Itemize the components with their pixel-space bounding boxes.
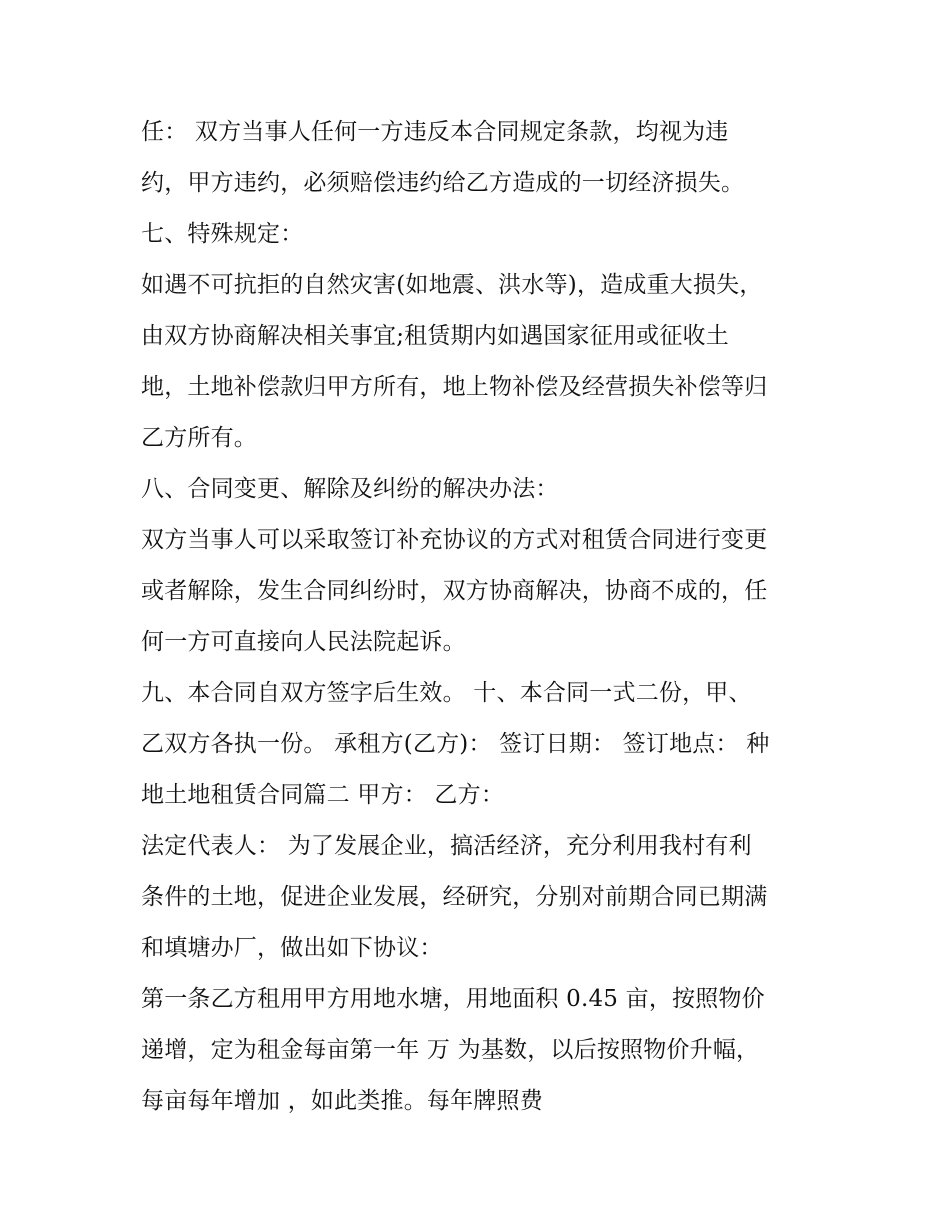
- text-line: 由双方协商解决相关事宜;租赁期内如遇国家征用或征收土: [141, 323, 729, 349]
- document-body: [141, 107, 831, 1127]
- text-line: 双方当事人可以采取签订补充协议的方式对租赁合同进行变更: [141, 527, 768, 553]
- section-heading: 八、合同变更、解除及纠纷的解决办法：: [141, 476, 559, 502]
- section-heading: 七、特殊规定：: [141, 221, 304, 247]
- text-line: 第一条乙方租用甲方用地水塘，用地面积 0.45 亩，按照物价: [141, 986, 765, 1012]
- text-line: 法定代表人： 为了发展企业，搞活经济，充分利用我村有利: [141, 833, 752, 859]
- text-line: 递增，定为租金每亩第一年 万 为基数，以后按照物价升幅，: [141, 1037, 760, 1063]
- text-line: 何一方可直接向人民法院起诉。: [141, 629, 466, 655]
- text-line: 或者解除，发生合同纠纷时，双方协商解决，协商不成的，任: [141, 578, 768, 604]
- text-line: 如遇不可抗拒的自然灾害(如地震、洪水等)，造成重大损失，: [141, 272, 763, 298]
- text-line: 九、本合同自双方签字后生效。 十、本合同一式二份，甲、: [141, 680, 752, 706]
- text-line: 和填塘办厂，做出如下协议：: [141, 935, 443, 961]
- text-line: 乙双方各执一份。 承租方(乙方)： 签订日期： 签订地点： 种: [141, 731, 770, 757]
- text-line: 乙方所有。: [141, 425, 257, 451]
- text-line: 地土地租赁合同篇二 甲方： 乙方：: [141, 782, 505, 808]
- text-line: 地，土地补偿款归甲方所有，地上物补偿及经营损失补偿等归: [141, 374, 768, 400]
- text-line: 任： 双方当事人任何一方违反本合同规定条款，均视为违: [141, 119, 729, 145]
- text-line: 每亩每年增加 ，如此类推。每年牌照费: [141, 1088, 543, 1114]
- text-line: 条件的土地，促进企业发展，经研究，分别对前期合同已期满: [141, 884, 768, 910]
- text-line: 约，甲方违约，必须赔偿违约给乙方造成的一切经济损失。: [141, 170, 745, 196]
